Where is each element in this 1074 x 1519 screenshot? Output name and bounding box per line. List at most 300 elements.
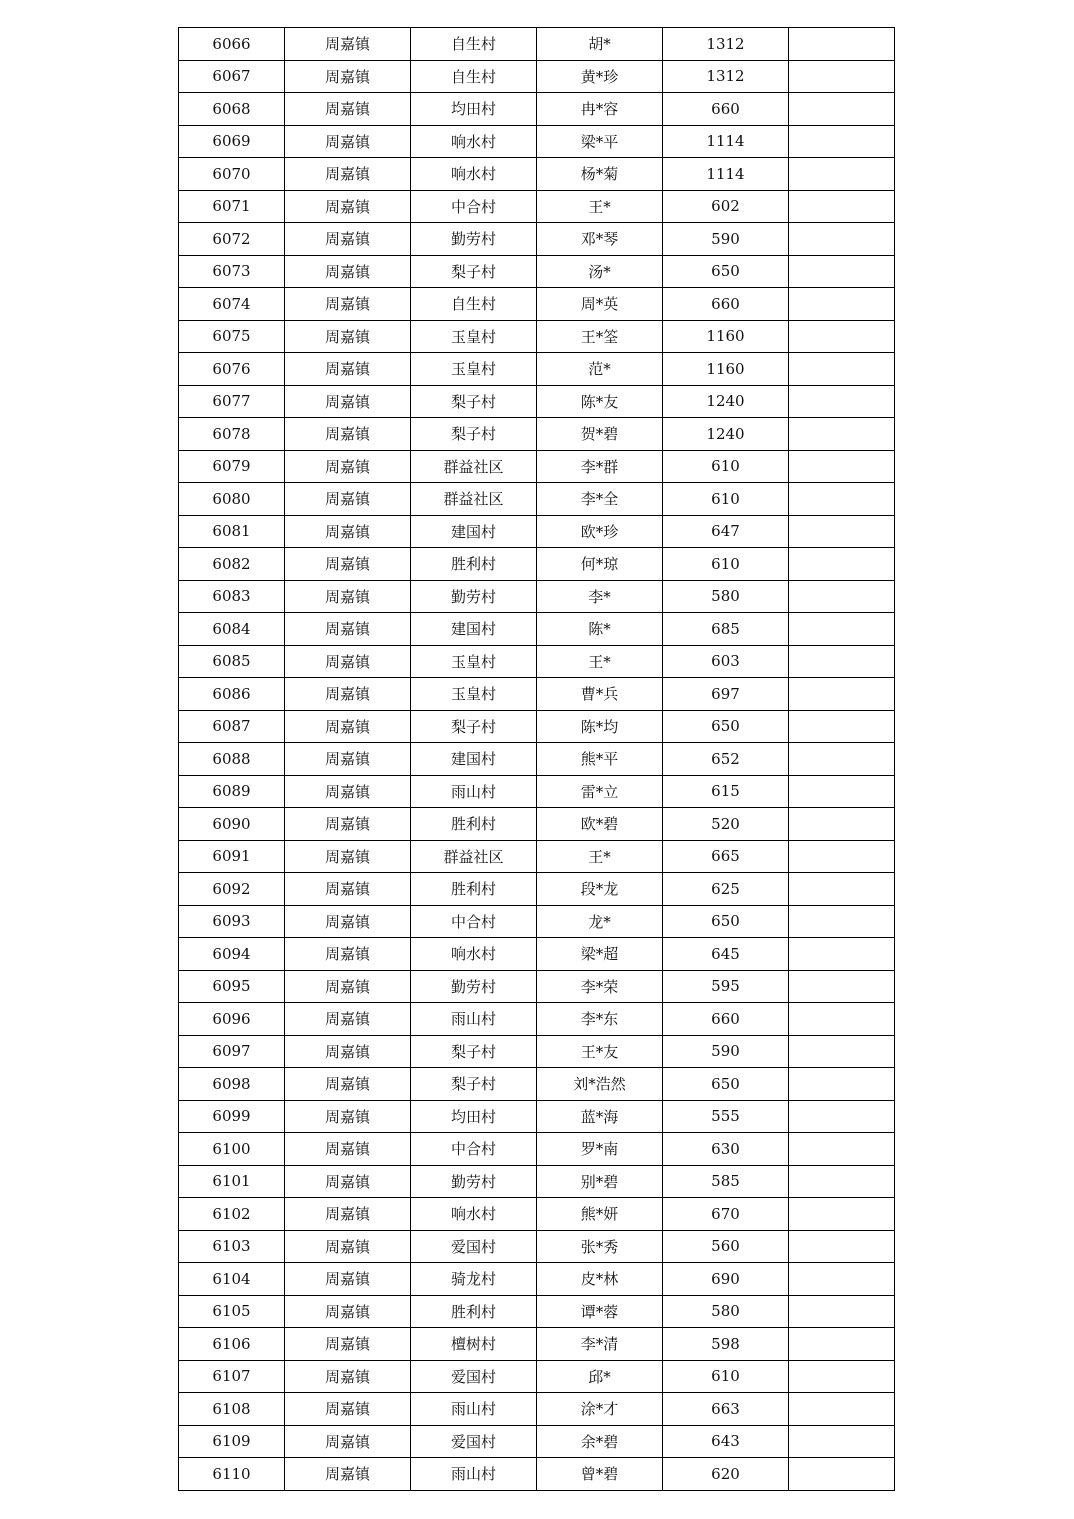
village-cell: 群益社区	[411, 450, 537, 483]
town-cell: 周嘉镇	[285, 1360, 411, 1393]
town-cell: 周嘉镇	[285, 125, 411, 158]
name-cell: 段*龙	[537, 873, 663, 906]
row-number-cell: 6104	[179, 1263, 285, 1296]
amount-cell: 560	[663, 1230, 789, 1263]
name-cell: 熊*平	[537, 743, 663, 776]
table-row	[179, 1393, 895, 1426]
amount-cell: 585	[663, 1165, 789, 1198]
town-cell: 周嘉镇	[285, 60, 411, 93]
table-row	[179, 808, 895, 841]
table-row	[179, 418, 895, 451]
row-number-cell: 6075	[179, 320, 285, 353]
table-row	[179, 190, 895, 223]
town-cell: 周嘉镇	[285, 970, 411, 1003]
amount-cell: 580	[663, 580, 789, 613]
village-cell: 勤劳村	[411, 580, 537, 613]
remark-cell	[789, 28, 895, 61]
town-cell: 周嘉镇	[285, 775, 411, 808]
name-cell: 黄*珍	[537, 60, 663, 93]
name-cell: 贺*碧	[537, 418, 663, 451]
remark-cell	[789, 158, 895, 191]
name-cell: 李*荣	[537, 970, 663, 1003]
amount-cell: 652	[663, 743, 789, 776]
table-row	[179, 938, 895, 971]
town-cell: 周嘉镇	[285, 1263, 411, 1296]
amount-cell: 555	[663, 1100, 789, 1133]
village-cell: 梨子村	[411, 385, 537, 418]
amount-cell: 650	[663, 1068, 789, 1101]
amount-cell: 1114	[663, 158, 789, 191]
amount-cell: 650	[663, 255, 789, 288]
village-cell: 爱国村	[411, 1425, 537, 1458]
row-number-cell: 6107	[179, 1360, 285, 1393]
table-row	[179, 580, 895, 613]
table-row	[179, 775, 895, 808]
village-cell: 中合村	[411, 905, 537, 938]
table-row	[179, 1458, 895, 1491]
amount-cell: 1312	[663, 28, 789, 61]
table-row	[179, 743, 895, 776]
remark-cell	[789, 1458, 895, 1491]
town-cell: 周嘉镇	[285, 1068, 411, 1101]
name-cell: 李*清	[537, 1328, 663, 1361]
amount-cell: 663	[663, 1393, 789, 1426]
town-cell: 周嘉镇	[285, 1003, 411, 1036]
town-cell: 周嘉镇	[285, 905, 411, 938]
name-cell: 邱*	[537, 1360, 663, 1393]
name-cell: 刘*浩然	[537, 1068, 663, 1101]
name-cell: 陈*均	[537, 710, 663, 743]
name-cell: 欧*珍	[537, 515, 663, 548]
row-number-cell: 6094	[179, 938, 285, 971]
village-cell: 梨子村	[411, 418, 537, 451]
village-cell: 中合村	[411, 1133, 537, 1166]
remark-cell	[789, 710, 895, 743]
amount-cell: 1240	[663, 418, 789, 451]
amount-cell: 620	[663, 1458, 789, 1491]
remark-cell	[789, 970, 895, 1003]
amount-cell: 1160	[663, 320, 789, 353]
name-cell: 何*琼	[537, 548, 663, 581]
remark-cell	[789, 580, 895, 613]
village-cell: 梨子村	[411, 1068, 537, 1101]
name-cell: 邓*琴	[537, 223, 663, 256]
remark-cell	[789, 808, 895, 841]
table-row	[179, 970, 895, 1003]
name-cell: 王*	[537, 645, 663, 678]
town-cell: 周嘉镇	[285, 1035, 411, 1068]
row-number-cell: 6085	[179, 645, 285, 678]
name-cell: 雷*立	[537, 775, 663, 808]
village-cell: 响水村	[411, 125, 537, 158]
name-cell: 范*	[537, 353, 663, 386]
table-row	[179, 288, 895, 321]
amount-cell: 665	[663, 840, 789, 873]
row-number-cell: 6073	[179, 255, 285, 288]
amount-cell: 590	[663, 1035, 789, 1068]
name-cell: 皮*林	[537, 1263, 663, 1296]
village-cell: 响水村	[411, 1198, 537, 1231]
row-number-cell: 6090	[179, 808, 285, 841]
town-cell: 周嘉镇	[285, 418, 411, 451]
name-cell: 余*碧	[537, 1425, 663, 1458]
amount-cell: 1160	[663, 353, 789, 386]
table-row	[179, 255, 895, 288]
remark-cell	[789, 320, 895, 353]
table-row	[179, 60, 895, 93]
row-number-cell: 6074	[179, 288, 285, 321]
amount-cell: 1312	[663, 60, 789, 93]
remark-cell	[789, 1035, 895, 1068]
table-row	[179, 1295, 895, 1328]
name-cell: 胡*	[537, 28, 663, 61]
village-cell: 梨子村	[411, 255, 537, 288]
table-row	[179, 1035, 895, 1068]
remark-cell	[789, 873, 895, 906]
table-row	[179, 158, 895, 191]
remark-cell	[789, 1295, 895, 1328]
row-number-cell: 6069	[179, 125, 285, 158]
name-cell: 李*群	[537, 450, 663, 483]
table-row	[179, 28, 895, 61]
name-cell: 梁*平	[537, 125, 663, 158]
remark-cell	[789, 1100, 895, 1133]
amount-cell: 1240	[663, 385, 789, 418]
table-row	[179, 710, 895, 743]
name-cell: 王*筌	[537, 320, 663, 353]
remark-cell	[789, 1360, 895, 1393]
row-number-cell: 6097	[179, 1035, 285, 1068]
table-row	[179, 1068, 895, 1101]
remark-cell	[789, 418, 895, 451]
remark-cell	[789, 255, 895, 288]
town-cell: 周嘉镇	[285, 1425, 411, 1458]
table-row	[179, 678, 895, 711]
town-cell: 周嘉镇	[285, 1328, 411, 1361]
row-number-cell: 6070	[179, 158, 285, 191]
remark-cell	[789, 125, 895, 158]
village-cell: 自生村	[411, 288, 537, 321]
remark-cell	[789, 938, 895, 971]
remark-cell	[789, 840, 895, 873]
table-row	[179, 320, 895, 353]
remark-cell	[789, 60, 895, 93]
row-number-cell: 6082	[179, 548, 285, 581]
town-cell: 周嘉镇	[285, 28, 411, 61]
amount-cell: 610	[663, 483, 789, 516]
row-number-cell: 6098	[179, 1068, 285, 1101]
remark-cell	[789, 743, 895, 776]
amount-cell: 645	[663, 938, 789, 971]
town-cell: 周嘉镇	[285, 1230, 411, 1263]
row-number-cell: 6089	[179, 775, 285, 808]
village-cell: 梨子村	[411, 710, 537, 743]
village-cell: 均田村	[411, 93, 537, 126]
remark-cell	[789, 1425, 895, 1458]
village-cell: 建国村	[411, 515, 537, 548]
table-row	[179, 1328, 895, 1361]
row-number-cell: 6077	[179, 385, 285, 418]
village-cell: 建国村	[411, 743, 537, 776]
village-cell: 中合村	[411, 190, 537, 223]
row-number-cell: 6099	[179, 1100, 285, 1133]
town-cell: 周嘉镇	[285, 450, 411, 483]
table-row	[179, 1198, 895, 1231]
town-cell: 周嘉镇	[285, 613, 411, 646]
table-row	[179, 385, 895, 418]
village-cell: 雨山村	[411, 775, 537, 808]
name-cell: 张*秀	[537, 1230, 663, 1263]
village-cell: 雨山村	[411, 1003, 537, 1036]
town-cell: 周嘉镇	[285, 1393, 411, 1426]
town-cell: 周嘉镇	[285, 1458, 411, 1491]
town-cell: 周嘉镇	[285, 1133, 411, 1166]
village-cell: 雨山村	[411, 1393, 537, 1426]
amount-cell: 630	[663, 1133, 789, 1166]
name-cell: 熊*妍	[537, 1198, 663, 1231]
amount-cell: 610	[663, 1360, 789, 1393]
name-cell: 罗*南	[537, 1133, 663, 1166]
table-row	[179, 548, 895, 581]
name-cell: 王*友	[537, 1035, 663, 1068]
remark-cell	[789, 645, 895, 678]
remark-cell	[789, 613, 895, 646]
town-cell: 周嘉镇	[285, 1198, 411, 1231]
table-row	[179, 1360, 895, 1393]
remark-cell	[789, 1165, 895, 1198]
row-number-cell: 6087	[179, 710, 285, 743]
town-cell: 周嘉镇	[285, 743, 411, 776]
row-number-cell: 6086	[179, 678, 285, 711]
table-row	[179, 450, 895, 483]
amount-cell: 580	[663, 1295, 789, 1328]
table-row	[179, 1100, 895, 1133]
village-cell: 群益社区	[411, 840, 537, 873]
town-cell: 周嘉镇	[285, 548, 411, 581]
row-number-cell: 6091	[179, 840, 285, 873]
row-number-cell: 6093	[179, 905, 285, 938]
row-number-cell: 6095	[179, 970, 285, 1003]
amount-cell: 595	[663, 970, 789, 1003]
row-number-cell: 6080	[179, 483, 285, 516]
amount-cell: 660	[663, 288, 789, 321]
name-cell: 别*碧	[537, 1165, 663, 1198]
village-cell: 玉皇村	[411, 645, 537, 678]
remark-cell	[789, 1003, 895, 1036]
row-number-cell: 6072	[179, 223, 285, 256]
town-cell: 周嘉镇	[285, 255, 411, 288]
table-row	[179, 1263, 895, 1296]
amount-cell: 598	[663, 1328, 789, 1361]
row-number-cell: 6081	[179, 515, 285, 548]
name-cell: 谭*蓉	[537, 1295, 663, 1328]
amount-cell: 610	[663, 450, 789, 483]
town-cell: 周嘉镇	[285, 1100, 411, 1133]
town-cell: 周嘉镇	[285, 678, 411, 711]
table-row	[179, 873, 895, 906]
remark-cell	[789, 548, 895, 581]
remark-cell	[789, 288, 895, 321]
amount-cell: 650	[663, 710, 789, 743]
remark-cell	[789, 1328, 895, 1361]
town-cell: 周嘉镇	[285, 190, 411, 223]
remark-cell	[789, 190, 895, 223]
name-cell: 汤*	[537, 255, 663, 288]
remark-cell	[789, 1068, 895, 1101]
table-row	[179, 483, 895, 516]
remark-cell	[789, 1133, 895, 1166]
remark-cell	[789, 1263, 895, 1296]
amount-cell: 685	[663, 613, 789, 646]
town-cell: 周嘉镇	[285, 710, 411, 743]
village-cell: 群益社区	[411, 483, 537, 516]
amount-cell: 697	[663, 678, 789, 711]
amount-cell: 670	[663, 1198, 789, 1231]
row-number-cell: 6078	[179, 418, 285, 451]
village-cell: 胜利村	[411, 808, 537, 841]
row-number-cell: 6088	[179, 743, 285, 776]
amount-cell: 1114	[663, 125, 789, 158]
row-number-cell: 6103	[179, 1230, 285, 1263]
name-cell: 欧*碧	[537, 808, 663, 841]
row-number-cell: 6092	[179, 873, 285, 906]
row-number-cell: 6109	[179, 1425, 285, 1458]
village-cell: 响水村	[411, 158, 537, 191]
row-number-cell: 6068	[179, 93, 285, 126]
remark-cell	[789, 1230, 895, 1263]
name-cell: 陈*友	[537, 385, 663, 418]
row-number-cell: 6071	[179, 190, 285, 223]
row-number-cell: 6102	[179, 1198, 285, 1231]
remark-cell	[789, 515, 895, 548]
remark-cell	[789, 353, 895, 386]
village-cell: 梨子村	[411, 1035, 537, 1068]
row-number-cell: 6084	[179, 613, 285, 646]
remark-cell	[789, 385, 895, 418]
row-number-cell: 6066	[179, 28, 285, 61]
remark-cell	[789, 775, 895, 808]
amount-cell: 660	[663, 1003, 789, 1036]
name-cell: 王*	[537, 190, 663, 223]
row-number-cell: 6067	[179, 60, 285, 93]
village-cell: 爱国村	[411, 1360, 537, 1393]
table-row	[179, 223, 895, 256]
table-row	[179, 353, 895, 386]
town-cell: 周嘉镇	[285, 938, 411, 971]
town-cell: 周嘉镇	[285, 840, 411, 873]
town-cell: 周嘉镇	[285, 873, 411, 906]
remark-cell	[789, 678, 895, 711]
table-body	[179, 28, 895, 1491]
name-cell: 李*全	[537, 483, 663, 516]
village-cell: 建国村	[411, 613, 537, 646]
amount-cell: 602	[663, 190, 789, 223]
table-row	[179, 93, 895, 126]
data-table-container	[178, 27, 894, 1491]
name-cell: 曾*碧	[537, 1458, 663, 1491]
village-cell: 勤劳村	[411, 970, 537, 1003]
amount-cell: 590	[663, 223, 789, 256]
remark-cell	[789, 223, 895, 256]
town-cell: 周嘉镇	[285, 158, 411, 191]
amount-cell: 647	[663, 515, 789, 548]
village-cell: 响水村	[411, 938, 537, 971]
data-table	[178, 27, 895, 1491]
row-number-cell: 6100	[179, 1133, 285, 1166]
name-cell: 李*	[537, 580, 663, 613]
row-number-cell: 6106	[179, 1328, 285, 1361]
row-number-cell: 6105	[179, 1295, 285, 1328]
village-cell: 檀树村	[411, 1328, 537, 1361]
village-cell: 玉皇村	[411, 353, 537, 386]
amount-cell: 603	[663, 645, 789, 678]
town-cell: 周嘉镇	[285, 1165, 411, 1198]
village-cell: 勤劳村	[411, 1165, 537, 1198]
town-cell: 周嘉镇	[285, 93, 411, 126]
table-row	[179, 125, 895, 158]
name-cell: 蓝*海	[537, 1100, 663, 1133]
name-cell: 曹*兵	[537, 678, 663, 711]
town-cell: 周嘉镇	[285, 353, 411, 386]
amount-cell: 625	[663, 873, 789, 906]
amount-cell: 610	[663, 548, 789, 581]
table-row	[179, 1165, 895, 1198]
table-row	[179, 645, 895, 678]
town-cell: 周嘉镇	[285, 483, 411, 516]
town-cell: 周嘉镇	[285, 223, 411, 256]
name-cell: 涂*才	[537, 1393, 663, 1426]
amount-cell: 660	[663, 93, 789, 126]
amount-cell: 615	[663, 775, 789, 808]
village-cell: 雨山村	[411, 1458, 537, 1491]
amount-cell: 520	[663, 808, 789, 841]
remark-cell	[789, 905, 895, 938]
village-cell: 胜利村	[411, 1295, 537, 1328]
remark-cell	[789, 483, 895, 516]
table-row	[179, 515, 895, 548]
town-cell: 周嘉镇	[285, 515, 411, 548]
amount-cell: 690	[663, 1263, 789, 1296]
village-cell: 胜利村	[411, 548, 537, 581]
town-cell: 周嘉镇	[285, 288, 411, 321]
town-cell: 周嘉镇	[285, 385, 411, 418]
town-cell: 周嘉镇	[285, 320, 411, 353]
name-cell: 龙*	[537, 905, 663, 938]
table-row	[179, 1003, 895, 1036]
row-number-cell: 6101	[179, 1165, 285, 1198]
table-row	[179, 905, 895, 938]
row-number-cell: 6079	[179, 450, 285, 483]
remark-cell	[789, 1198, 895, 1231]
village-cell: 玉皇村	[411, 320, 537, 353]
village-cell: 爱国村	[411, 1230, 537, 1263]
table-row	[179, 1425, 895, 1458]
village-cell: 骑龙村	[411, 1263, 537, 1296]
remark-cell	[789, 1393, 895, 1426]
village-cell: 均田村	[411, 1100, 537, 1133]
village-cell: 勤劳村	[411, 223, 537, 256]
name-cell: 王*	[537, 840, 663, 873]
name-cell: 李*东	[537, 1003, 663, 1036]
remark-cell	[789, 93, 895, 126]
name-cell: 梁*超	[537, 938, 663, 971]
town-cell: 周嘉镇	[285, 645, 411, 678]
table-row	[179, 613, 895, 646]
town-cell: 周嘉镇	[285, 580, 411, 613]
village-cell: 玉皇村	[411, 678, 537, 711]
village-cell: 胜利村	[411, 873, 537, 906]
row-number-cell: 6110	[179, 1458, 285, 1491]
